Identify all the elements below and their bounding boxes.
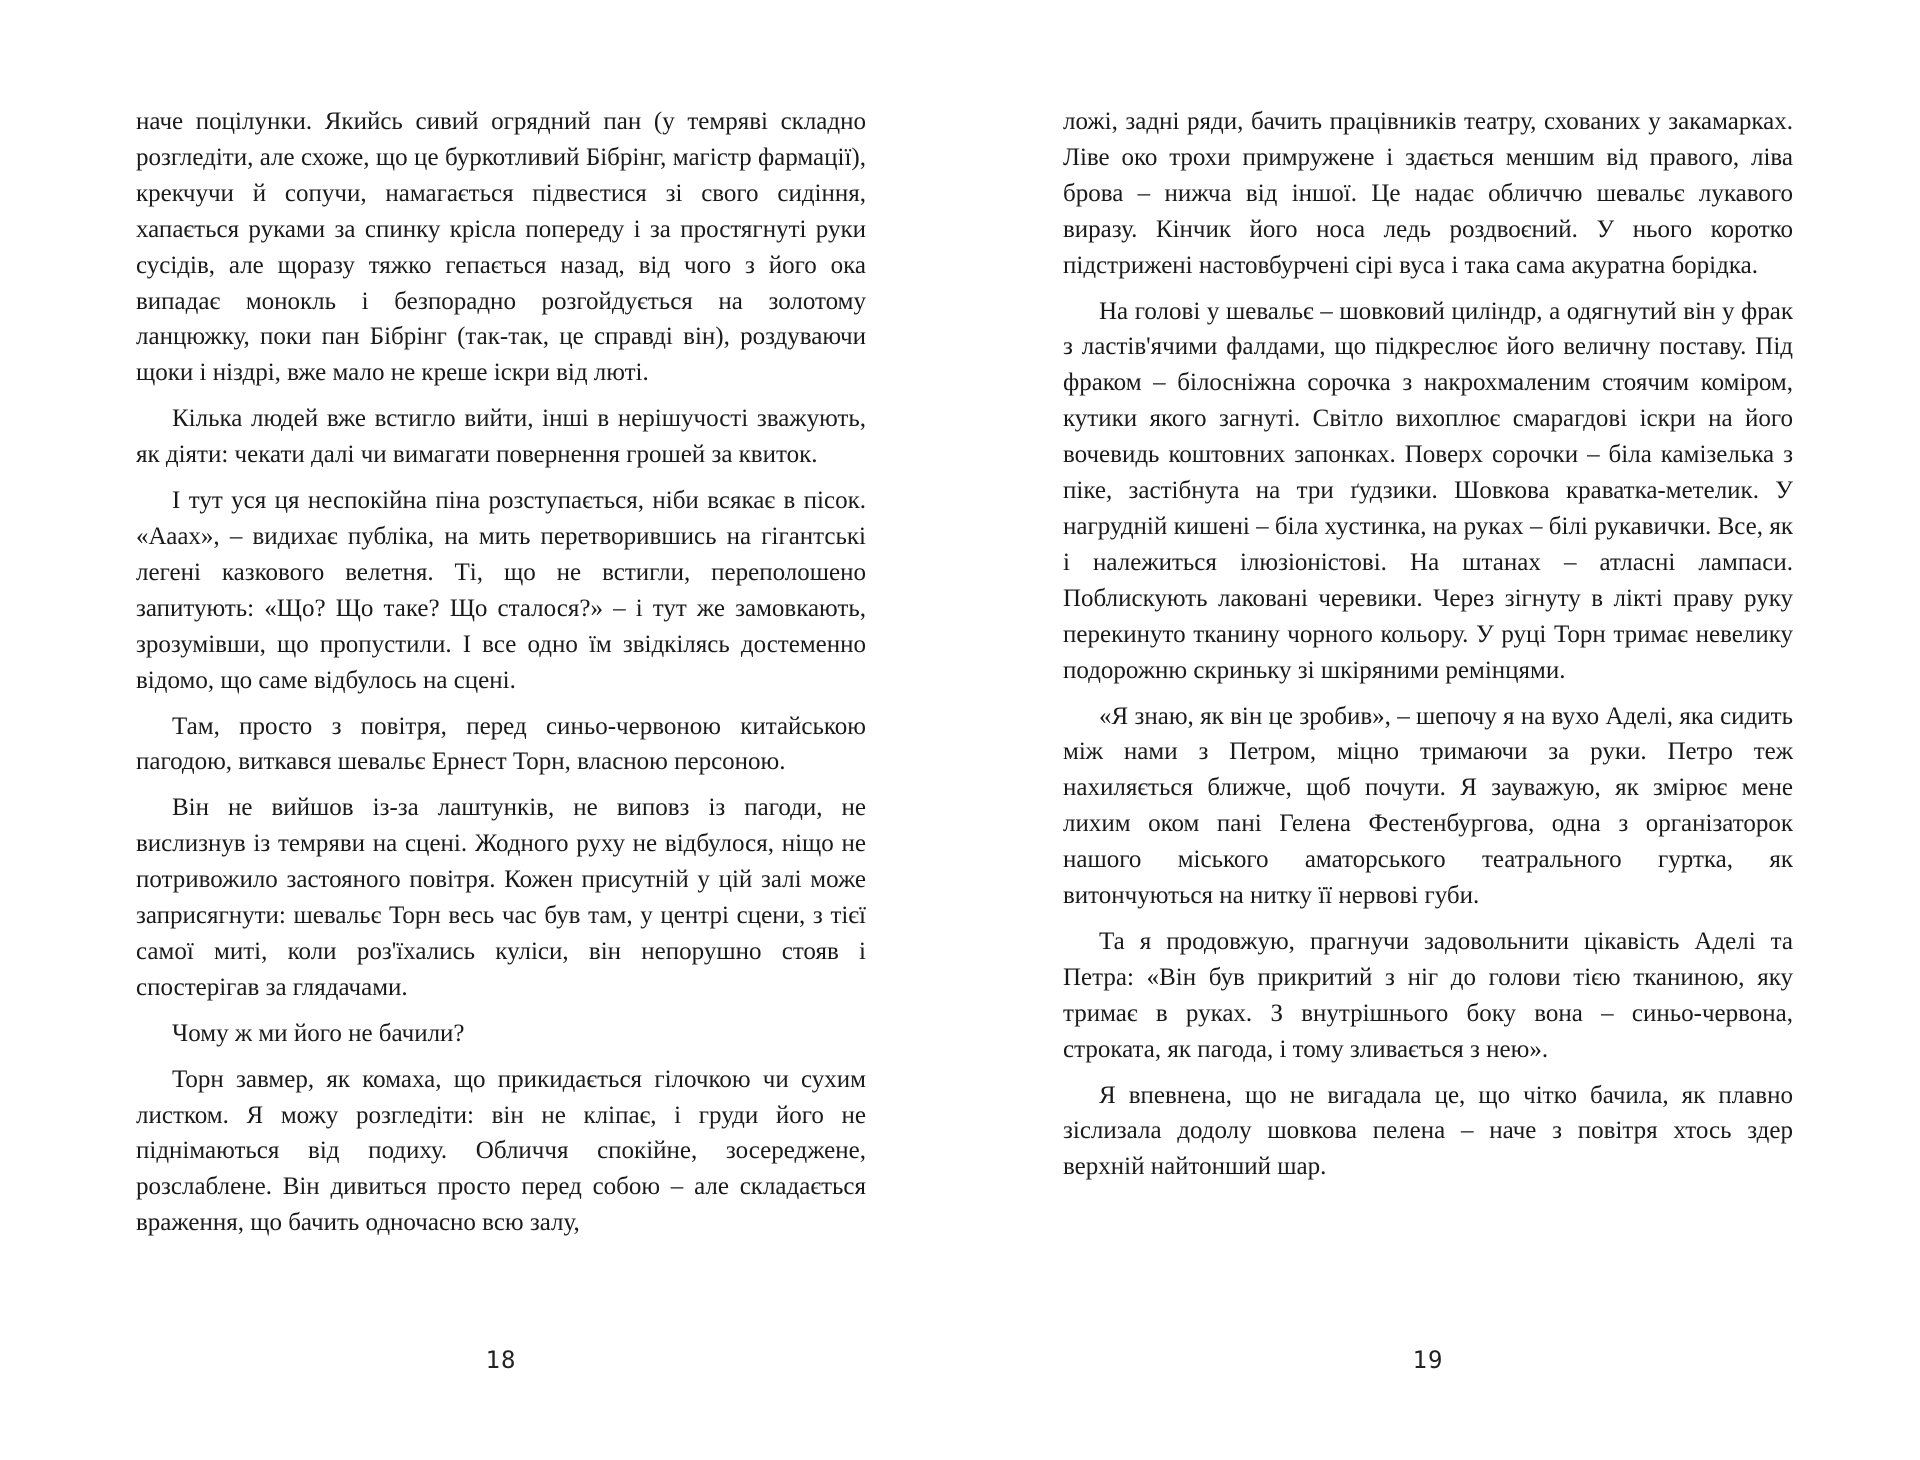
left-page [136,104,866,1241]
left-page-text [136,104,866,1241]
paragraph: Торн завмер, як комаха, що прикидається гілочкою чи сухим листком. Я можу розгледіти: він не кліпає, і груди його не піднімаються від подиху. Обличчя спокійне, зосереджене, розслаблене. Він дивиться просто перед собою – але складається враження, що бачить одночасно всю залу, [136,1065,866,1237]
page-number-left: 18 [485,1346,517,1374]
paragraph: ложі, задні ряди, бачить працівників театру, схованих у закамарках. Ліве око трохи примружене і здається меншим від правого, ліва брова – нижча від іншої. Це надає обличчю шевальє лукавого виразу. Кінчик його носа ледь роздвоєний. У нього коротко підстрижені настовбурчені сірі вуса і така сама акуратна борідка. [1063,108,1793,279]
paragraph: Та я продовжую, прагнучи задовольнити цікавість Аделі та Петра: «Він був прикритий з ніг до голови тією тканиною, яку тримає в руках. З внутрішнього боку вона – синьо-червона, строката, як пагода, і тому зливається з нею». [1063,927,1793,1063]
paragraph: І тут уся ця неспокійна піна розступається, ніби всякає в пісок. «Ааах», – видихає публіка, на мить перетворившись на гігантські легені казкового велетня. Ті, що не встигли, переполошено запитують: «Що? Що таке? Що сталося?» – і тут же замовкають, зрозумівши, що пропустили. І все одно їм звідкілясь достеменно відомо, що саме відбулось на сцені. [136,487,866,694]
paragraph: Там, просто з повітря, перед синьо-червоною китайською пагодою, виткався шевальє Ернест Торн, власною персоною. [136,712,866,776]
paragraph: «Я знаю, як він це зробив», – шепочу я на вухо Аделі, яка сидить між нами з Петром, міцно тримаючи за руки. Петро теж нахиляється ближче, щоб почути. Я зауважую, як змірює мене лихим оком пані Гелена Фестенбургова, одна з організаторок нашого міського аматорського театрального гуртка, як витончуються на нитку її нервові губи. [1063,702,1793,910]
paragraph: На голові у шевальє – шовковий циліндр, а одягнутий він у фрак з ластів'ячими фалдами, що підкреслює його величну поставу. Під фраком – білосніжна сорочка з накрохмаленим стоячим коміром, кутики якого загнуті. Світло вихоплює смарагдові іскри на його вочевидь коштовних запонках. Поверх сорочки – біла камізелька з піке, застібнута на три ґудзики. Шовкова краватка-метелик. У нагрудній кишені – біла хустинка, на руках – білі рукавички. Все, як і належиться ілюзіоністові. На штанах – атласні лампаси. Поблискують лаковані черевики. Через зігнуту в лікті праву руку перекинуто тканину чорного кольору. У руці Торн тримає невелику подорожню скриньку зі шкіряними ремінцями. [1063,297,1793,684]
paragraph: наче поцілунки. Якийсь сивий огрядний пан (у темряві складно розгледіти, але схоже, що це буркотливий Бібрінг, магістр фармації), крекчучи й сопучи, намагається підвестися зі свого сидіння, хапається руками за спинку крісла попереду і за простягнуті руки сусідів, але щоразу тяжко гепається назад, від чого з його ока випадає монокль і безпорадно розгойдується на золотому ланцюжку, поки пан Бібрінг (так-так, це справді він), роздуваючи щоки і ніздрі, вже мало не креше іскри від люті. [136,108,866,387]
paragraph: Кілька людей вже встигло вийти, інші в нерішучості зважують, як діяти: чекати далі чи вимагати повернення грошей за квиток. [136,405,866,469]
paragraph: Він не вийшов із-за лаштунків, не виповз із пагоди, не вислизнув із темряви на сцені. Жодного руху не відбулося, ніщо не потривожило застояного повітря. Кожен присутній у цій залі може заприсягнути: шевальє Торн весь час був там, у центрі сцени, з тієї самої миті, коли роз'їхались куліси, він непорушно стояв і спостерігав за глядачами. [136,794,866,1001]
paragraph: Чому ж ми його не бачили? [172,1019,465,1047]
page-number-right: 19 [1412,1346,1444,1374]
right-page-text [1063,104,1793,1185]
paragraph: Я впевнена, що не вигадала це, що чітко бачила, як плавно зіслизала додолу шовкова пелена – наче з повітря хтось здер верхній найтонший шар. [1063,1081,1793,1181]
right-page [1063,104,1793,1185]
